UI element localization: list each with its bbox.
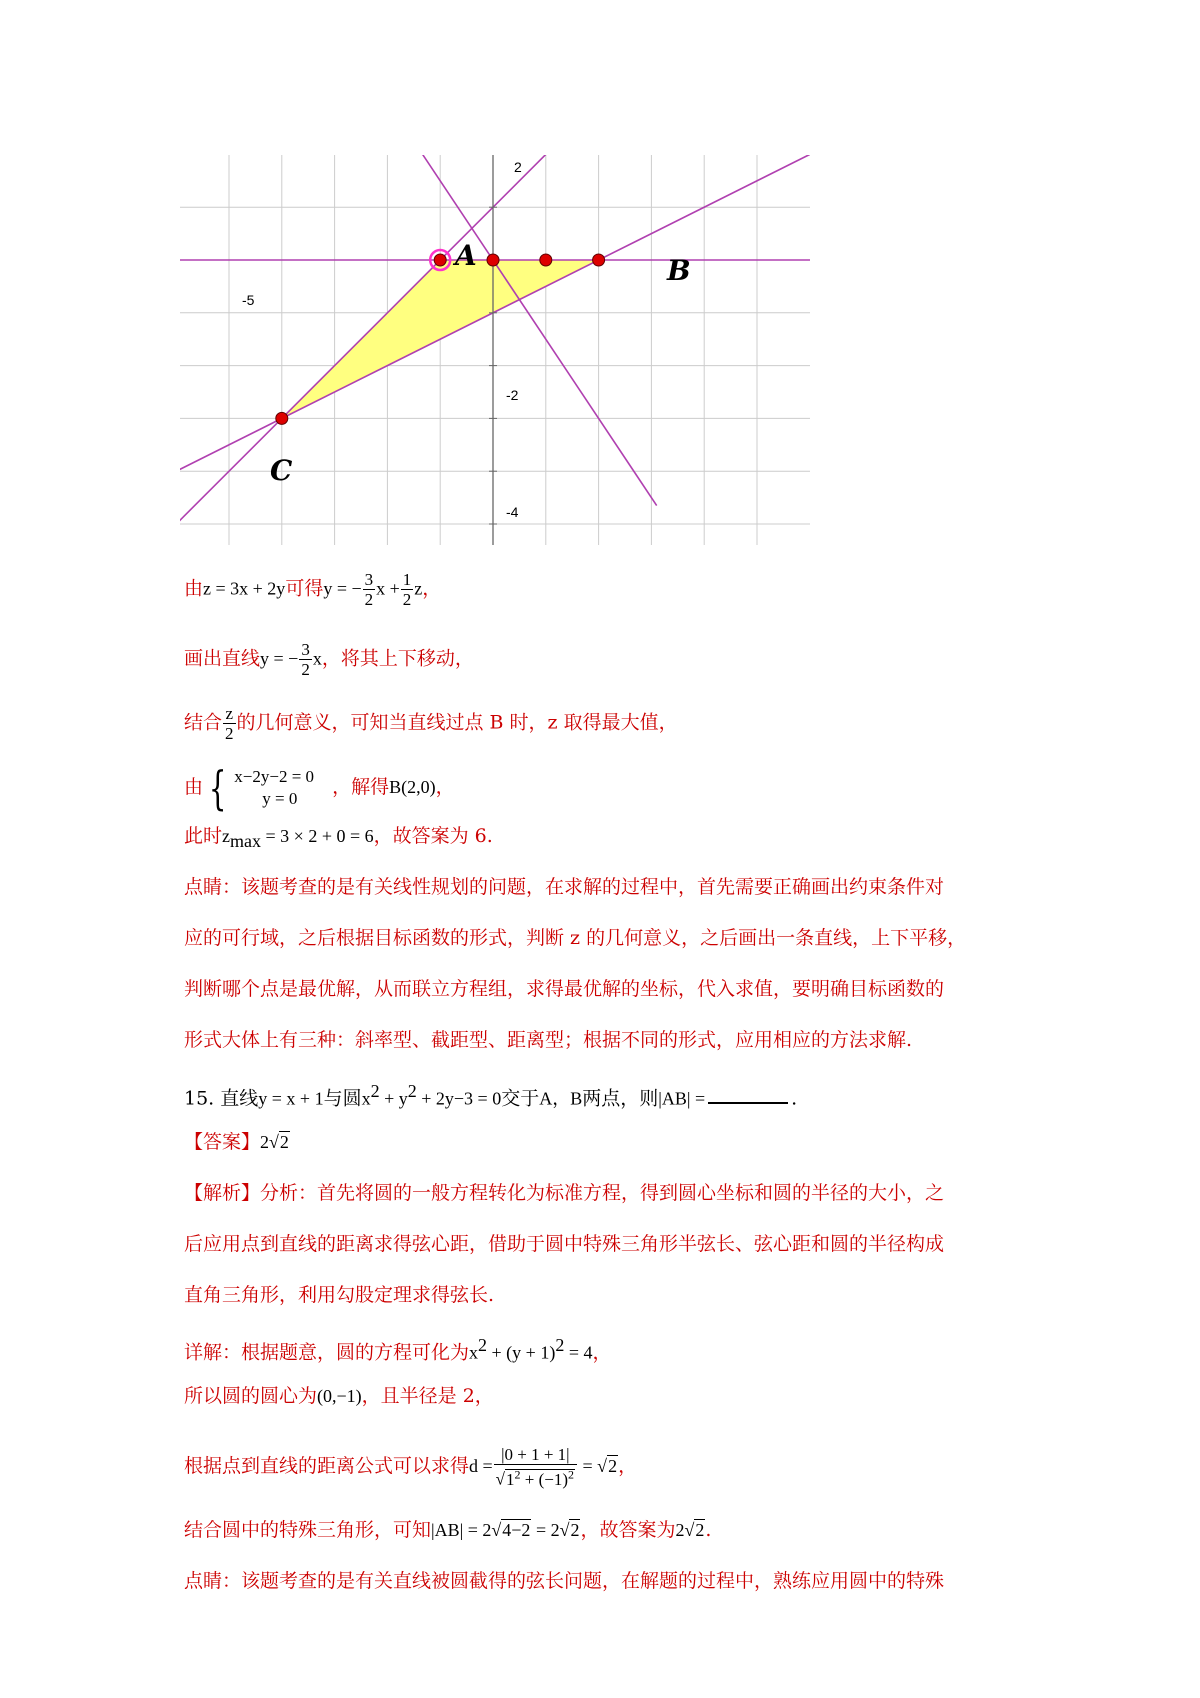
line-5: [184, 822, 493, 855]
radicand: 2: [570, 1520, 580, 1540]
tick-label-x-neg5: -5: [242, 292, 255, 308]
sqrt-sign: √: [559, 1520, 570, 1540]
line-15: [184, 1331, 611, 1366]
text: 详解：根据题意，圆的方程可化为: [184, 1341, 470, 1364]
denominator: 2: [301, 660, 310, 679]
sqrt-sign: √: [684, 1520, 695, 1540]
formula: z: [414, 578, 423, 599]
line-7: 应的可行域，之后根据目标函数的形式，判断 z 的几何意义，之后画出一条直线，上下平移，: [184, 927, 967, 949]
text: 交于: [501, 1087, 540, 1110]
line-16: [184, 1382, 494, 1410]
line-17: [184, 1445, 637, 1489]
superscript: 2: [370, 1081, 380, 1101]
superscript: 2: [407, 1081, 417, 1101]
line-8: 判断哪个点是最优解，从而联立方程组，求得最优解的坐标，代入求值，要明确目标函数的: [184, 978, 945, 1000]
text: ，故答案为 6.: [373, 825, 493, 847]
formula: + (y + 1): [487, 1342, 556, 1363]
superscript: 2: [555, 1335, 565, 1355]
text: ，解得: [332, 776, 390, 798]
formula: 2: [675, 1520, 685, 1540]
fraction: [401, 570, 414, 609]
formula: 2: [260, 1132, 270, 1152]
text: 与圆: [323, 1087, 362, 1110]
formula: x: [469, 1342, 479, 1363]
line-19: 点睛：该题考查的是有关直线被圆截得的弦长问题，在解题的过程中，熟练应用圆中的特殊: [184, 1570, 945, 1592]
answer-tag: 【答案】: [184, 1131, 261, 1153]
text: 画出直线: [184, 647, 261, 670]
line-14: 直角三角形，利用勾股定理求得弦长.: [184, 1284, 495, 1306]
text: ，: [422, 577, 442, 600]
formula: y = −: [260, 648, 299, 669]
radicand: 2: [608, 1455, 618, 1476]
sqrt-sign: √: [491, 1520, 502, 1540]
line-4: [184, 761, 455, 815]
text: ，故答案为: [580, 1519, 676, 1541]
text: 的几何意义，可知当直线过点 B 时，z 取得最大值，: [236, 711, 678, 734]
radicand: 4−2: [502, 1520, 531, 1540]
formula: |AB| =: [658, 1088, 706, 1109]
point-o: [487, 254, 499, 266]
equation-row: y = 0: [262, 789, 298, 808]
fraction: [363, 570, 376, 609]
line-3: [184, 704, 678, 743]
numerator: z: [223, 704, 236, 724]
text: 分析：首先将圆的一般方程转化为标准方程，得到圆心坐标和圆的半径的大小，之: [260, 1182, 945, 1204]
text: 可得: [285, 577, 324, 600]
formula: (0,−1): [317, 1386, 362, 1406]
tick-label-y-2: 2: [514, 159, 522, 175]
line-1: [184, 570, 441, 609]
point-label-a: A: [455, 239, 477, 272]
sqrt-sign: √: [269, 1132, 279, 1152]
line-13: 后应用点到直线的距离求得弦心距，借助于圆中特殊三角形半弦长、弦心距和圆的半径构成: [184, 1233, 945, 1255]
equation-system: [203, 761, 315, 815]
sqrt-sign: √: [495, 1469, 506, 1489]
subscript: max: [230, 830, 262, 851]
superscript: 2: [514, 1467, 521, 1481]
formula: x: [361, 1088, 371, 1109]
formula: d =: [469, 1455, 493, 1476]
text: 此时: [184, 825, 223, 847]
denominator: 2: [402, 590, 412, 609]
superscript: 2: [568, 1467, 575, 1481]
formula: = 2: [531, 1520, 560, 1540]
point-label-b: B: [667, 254, 691, 287]
question-15: [184, 1077, 797, 1112]
text: .: [705, 1519, 712, 1541]
equation-rows: [234, 766, 314, 810]
formula: = 4: [564, 1342, 593, 1363]
answer-line: [184, 1128, 290, 1156]
tick-label-y-neg4: -4: [506, 504, 519, 520]
fraction: [223, 704, 236, 743]
fraction: [299, 640, 312, 679]
text: 根据点到直线的距离公式可以求得: [184, 1454, 470, 1477]
line-6: 点睛：该题考查的是有关线性规划的问题，在求解的过程中，首先需要正确画出约束条件对: [184, 876, 945, 898]
denominator: [494, 1465, 577, 1489]
text: 所以圆的圆心为: [184, 1385, 318, 1407]
analysis-line: [184, 1179, 944, 1207]
radicand: [505, 1469, 575, 1489]
text: 由: [184, 776, 204, 798]
formula: A，B: [539, 1088, 583, 1109]
point-label-c: C: [270, 454, 293, 487]
denominator: 2: [225, 724, 234, 743]
formula: + (−1): [520, 1469, 569, 1489]
point-b: [593, 254, 605, 266]
analysis-tag: 【解析】: [184, 1182, 261, 1204]
formula: x: [312, 648, 322, 669]
answer-blank: [708, 1084, 788, 1104]
tick-label-y-neg2: -2: [506, 387, 519, 403]
formula: B(2,0): [389, 777, 436, 797]
line-2: [184, 640, 474, 679]
formula: y = −: [323, 578, 362, 599]
question-number: 15. 直线: [184, 1087, 259, 1110]
text: ，将其上下移动，: [321, 647, 474, 670]
formula: y = x + 1: [258, 1088, 324, 1109]
superscript: 2: [478, 1335, 488, 1355]
formula: z = 3x + 2y: [203, 578, 286, 599]
point-p1: [540, 254, 552, 266]
text: 结合圆中的特殊三角形，可知: [184, 1519, 432, 1541]
line-9: 形式大体上有三种：斜率型、截距型、距离型；根据不同的形式，应用相应的方法求解.: [184, 1029, 913, 1051]
formula: z: [222, 826, 231, 846]
formula: = 3 × 2 + 0 = 6: [261, 826, 374, 846]
feasible-region-figure: [180, 155, 810, 545]
base: 1: [506, 1469, 515, 1489]
text: ，: [618, 1454, 638, 1477]
numerator: 3: [301, 640, 310, 659]
formula: + 2y−3 = 0: [416, 1088, 502, 1109]
radicand: 2: [279, 1132, 289, 1152]
numerator: |0 + 1 + 1|: [494, 1445, 577, 1465]
text: 由: [184, 577, 204, 600]
numerator: 1: [402, 570, 412, 589]
formula: x +: [376, 578, 400, 599]
formula: |AB| = 2: [431, 1520, 492, 1540]
formula: + y: [379, 1088, 408, 1109]
text: .: [791, 1087, 798, 1110]
text: 两点，则: [582, 1087, 659, 1110]
axes: [489, 155, 497, 545]
formula: =: [578, 1455, 598, 1476]
numerator: 3: [364, 570, 374, 589]
radicand: 2: [695, 1520, 705, 1540]
point-c: [276, 412, 288, 424]
distance-fraction: [494, 1445, 577, 1489]
line-18: [184, 1516, 711, 1544]
text: ，且半径是 2，: [361, 1385, 494, 1407]
sqrt-sign: √: [597, 1455, 608, 1476]
denominator: 2: [364, 590, 374, 609]
brace: {: [208, 761, 227, 815]
text: ，: [592, 1341, 612, 1364]
point-a: [434, 254, 446, 266]
text: 结合: [184, 711, 223, 734]
equation-row: x−2y−2 = 0: [234, 767, 315, 786]
text: ，: [435, 776, 455, 798]
